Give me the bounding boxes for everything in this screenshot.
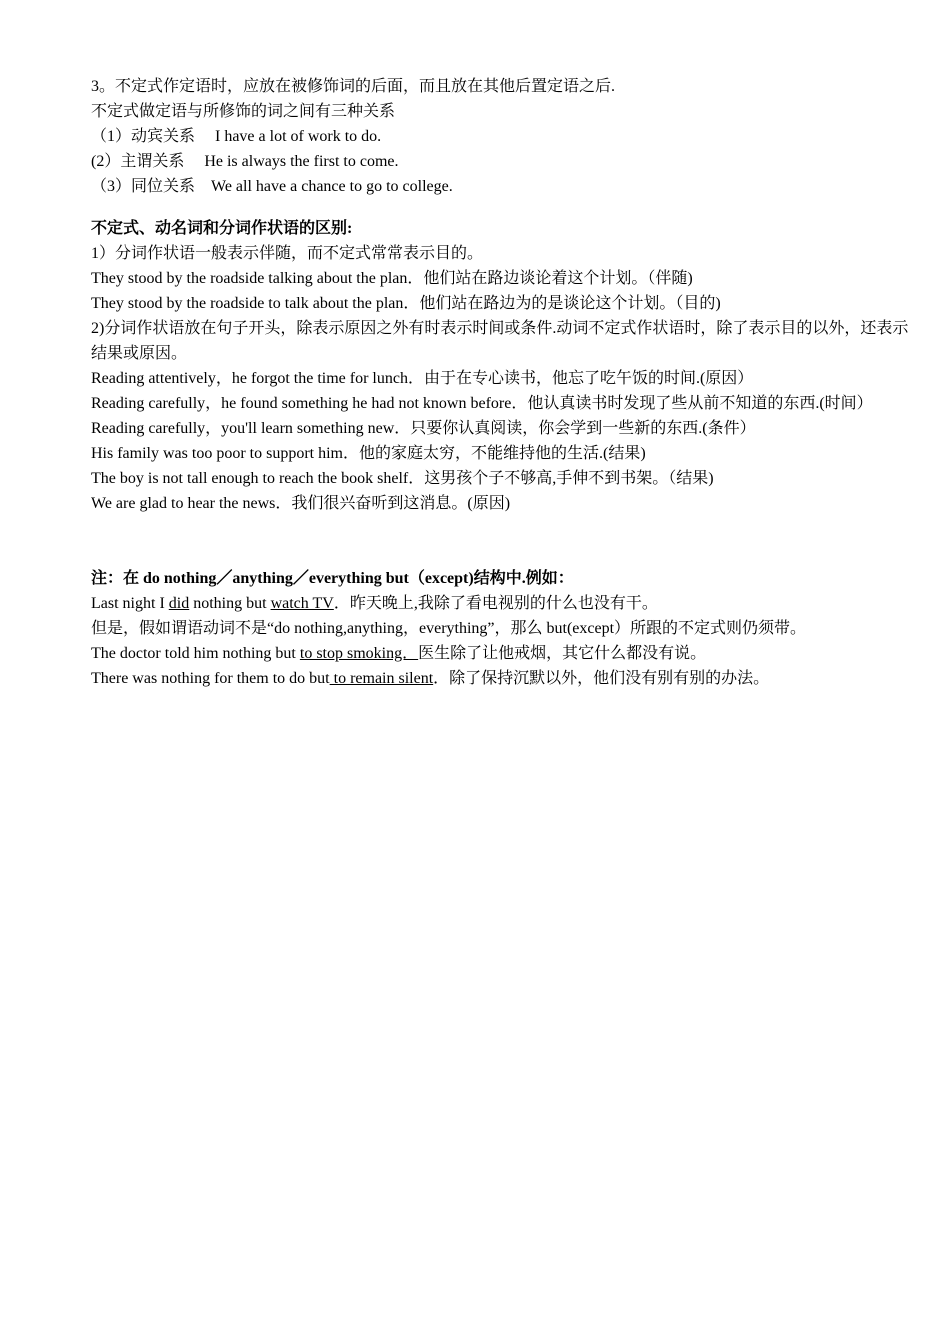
underlined-text: did: [168, 595, 190, 612]
section1-heading: 3。不定式作定语时，应放在被修饰词的后面，而且放在其他后置定语之后.: [91, 78, 616, 95]
text-fragment: 医生除了让他戒烟，其它什么都没有说。: [418, 645, 707, 662]
underlined-text: watch TV: [270, 595, 334, 612]
example-sentence: Reading carefully，you'll learn something new．只要你认真阅读，你会学到一些新的东西.(条件）: [91, 420, 756, 437]
text-fragment: nothing but: [189, 595, 271, 612]
paragraph-line: 1）分词作状语一般表示伴随，而不定式常常表示目的。: [91, 245, 484, 262]
relation-item: （3）同位关系 We all have a chance to go to college.: [91, 178, 453, 195]
text-fragment: ．昨天晚上,我除了看电视别的什么也没有干。: [333, 595, 658, 612]
text-fragment: ．除了保持沉默以外，他们没有别有别的办法。: [433, 670, 770, 687]
example-sentence: The boy is not tall enough to reach the book shelf．这男孩个子不够高,手伸不到书架。（结果): [91, 470, 714, 487]
spacer: [91, 199, 911, 216]
text-fragment: The doctor told him nothing but: [91, 645, 300, 662]
text-fragment: Last night I: [91, 595, 169, 612]
underlined-text: to stop smoking．: [299, 645, 419, 662]
section2-heading: 不定式、动名词和分词作状语的区别:: [91, 220, 353, 237]
document-page: [91, 74, 911, 691]
example-sentence: Reading carefully，he found something he had not known before．他认真读书时发现了些从前不知道的东西.(时间）: [91, 395, 873, 412]
example-sentence: [91, 641, 911, 666]
section3-heading: 注：在 do nothing／anything／everything but（except)结构中.例如：: [91, 570, 574, 587]
example-sentence: They stood by the roadside to talk about the plan．他们站在路边为的是谈论这个计划。（目的): [91, 295, 721, 312]
example-sentence: His family was too poor to support him．他的家庭太穷，不能维持他的生活.(结果): [91, 445, 646, 462]
section1-intro: 不定式做定语与所修饰的词之间有三种关系: [91, 103, 396, 120]
note-line: 但是，假如谓语动词不是“do nothing,anything，everything”，那么 but(except）所跟的不定式则仍须带。: [91, 620, 807, 637]
example-sentence: [91, 666, 911, 691]
example-sentence: Reading attentively，he forgot the time for lunch．由于在专心读书，他忘了吃午饭的时间.(原因）: [91, 370, 754, 387]
relation-item: (2）主谓关系 He is always the first to come.: [91, 153, 399, 170]
relation-item: （1）动宾关系 I have a lot of work to do.: [91, 128, 382, 145]
spacer: [91, 516, 911, 566]
text-fragment: There was nothing for them to do but: [91, 670, 330, 687]
example-sentence: [91, 591, 911, 616]
paragraph-line: 2)分词作状语放在句子开头，除表示原因之外有时表示时间或条件.动词不定式作状语时，除了表示目的以外，还表示结果或原因。: [91, 320, 909, 362]
example-sentence: They stood by the roadside talking about the plan．他们站在路边谈论着这个计划。（伴随): [91, 270, 693, 287]
underlined-text: to remain silent: [329, 670, 434, 687]
example-sentence: We are glad to hear the news．我们很兴奋听到这消息。(原因): [91, 495, 511, 512]
